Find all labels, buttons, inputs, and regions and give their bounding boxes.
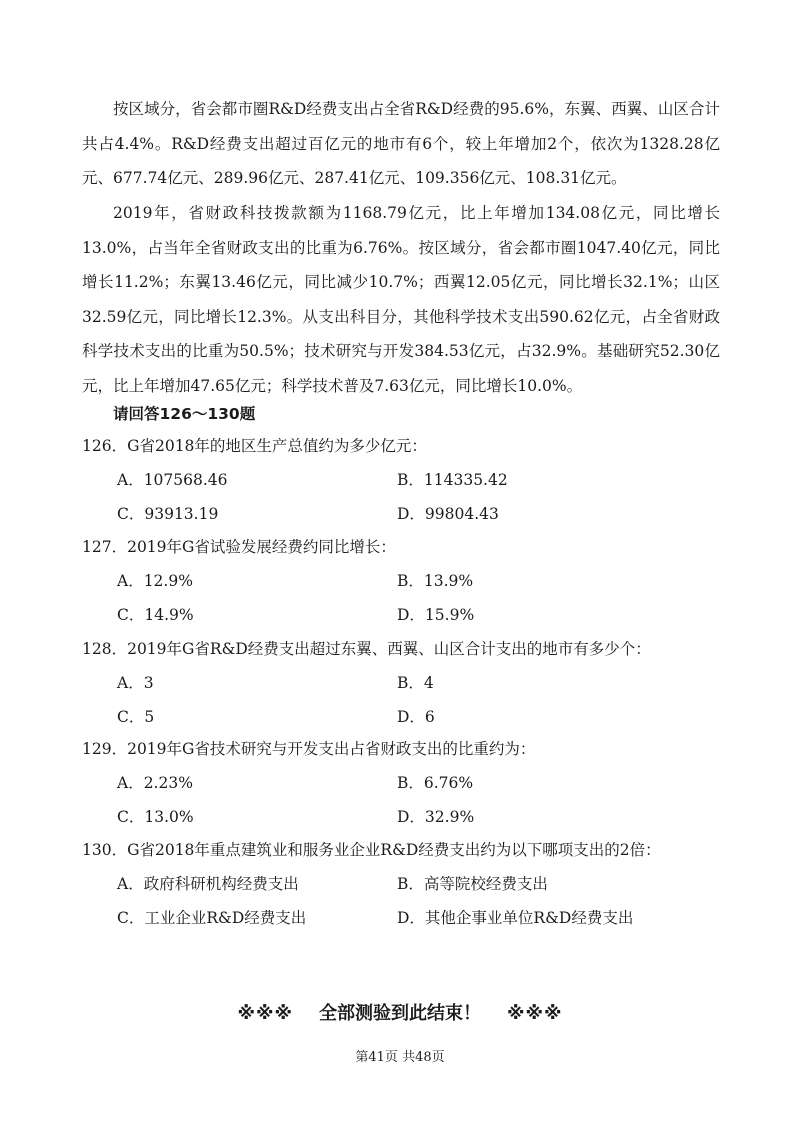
option-c[interactable]: C．5 — [117, 708, 155, 726]
question-128 — [82, 637, 722, 726]
question-127 — [82, 535, 722, 624]
option-d[interactable]: D．15.9% — [397, 606, 475, 624]
option-b[interactable]: B．高等院校经费支出 — [397, 875, 548, 893]
question-129 — [82, 737, 722, 826]
option-a[interactable]: A．政府科研机构经费支出 — [117, 875, 299, 893]
page-footer: 第41页 共48页 — [355, 1050, 445, 1065]
question-130 — [82, 838, 722, 927]
option-d[interactable]: D．6 — [397, 708, 435, 726]
question-stem: 126．G省2018年的地区生产总值约为多少亿元： — [82, 437, 427, 455]
option-b[interactable]: B．114335.42 — [397, 471, 508, 489]
option-a[interactable]: A．107568.46 — [117, 471, 228, 489]
option-c[interactable]: C．13.0% — [117, 808, 194, 826]
end-message: 全部测验到此结束！ — [319, 1003, 481, 1024]
paragraph-regional-rd: 按区域分，省会都市圈R&D经费支出占全省R&D经费的95.6%，东翼、西翼、山区合计共占4.4%。R&D经费支出超过百亿元的地市有6个，较上年增加2个，依次为1328.28亿元、677.74亿元、289.96亿元、287.41亿元、109.356亿元、108.31亿元。 — [82, 100, 720, 188]
option-d[interactable]: D．其他企事业单位R&D经费支出 — [397, 909, 634, 927]
reference-mark-left: ※※※ — [237, 1003, 293, 1024]
option-c[interactable]: C．工业企业R&D经费支出 — [117, 909, 307, 927]
option-d[interactable]: D．32.9% — [397, 808, 475, 826]
option-a[interactable]: A．3 — [117, 674, 154, 692]
option-d[interactable]: D．99804.43 — [397, 505, 499, 523]
question-stem: 129．2019年G省技术研究与开发支出占省财政支出的比重约为： — [82, 740, 536, 758]
question-stem: 127．2019年G省试验发展经费约同比增长： — [82, 538, 396, 556]
option-b[interactable]: B．6.76% — [397, 774, 474, 792]
question-instruction: 请回答126～130题 — [113, 405, 256, 423]
option-c[interactable]: C．14.9% — [117, 606, 194, 624]
question-stem: 128．2019年G省R&D经费支出超过东翼、西翼、山区合计支出的地市有多少个： — [82, 640, 651, 658]
option-a[interactable]: A．2.23% — [117, 774, 193, 792]
reference-mark-right: ※※※ — [507, 1003, 563, 1024]
option-c[interactable]: C．93913.19 — [117, 505, 219, 523]
question-126 — [82, 434, 722, 523]
question-stem: 130．G省2018年重点建筑业和服务业企业R&D经费支出约为以下哪项支出的2倍： — [82, 841, 661, 859]
option-b[interactable]: B．4 — [397, 674, 434, 692]
option-a[interactable]: A．12.9% — [117, 572, 193, 590]
option-b[interactable]: B．13.9% — [397, 572, 474, 590]
paragraph-fiscal-tech: 2019年，省财政科技拨款额为1168.79亿元，比上年增加134.08亿元，同比增长13.0%，占当年全省财政支出的比重为6.76%。按区域分，省会都市圈1047.40亿元，同比增长11.2%；东翼13.46亿元，同比减少10.7%；西翼12.05亿元，同比增长32.1%；山区32.59亿元，同比增长12.3%。从支出科目分，其他科学技术支出590.62亿元，占全省财政科学技术支出的比重为50.5%；技术研究与开发384.53亿元，占32.9%。基础研究52.30亿元，比上年增加47.65亿元；科学技术普及7.63亿元，同比增长10.0%。 — [82, 204, 720, 395]
end-of-test-banner — [0, 1000, 800, 1028]
